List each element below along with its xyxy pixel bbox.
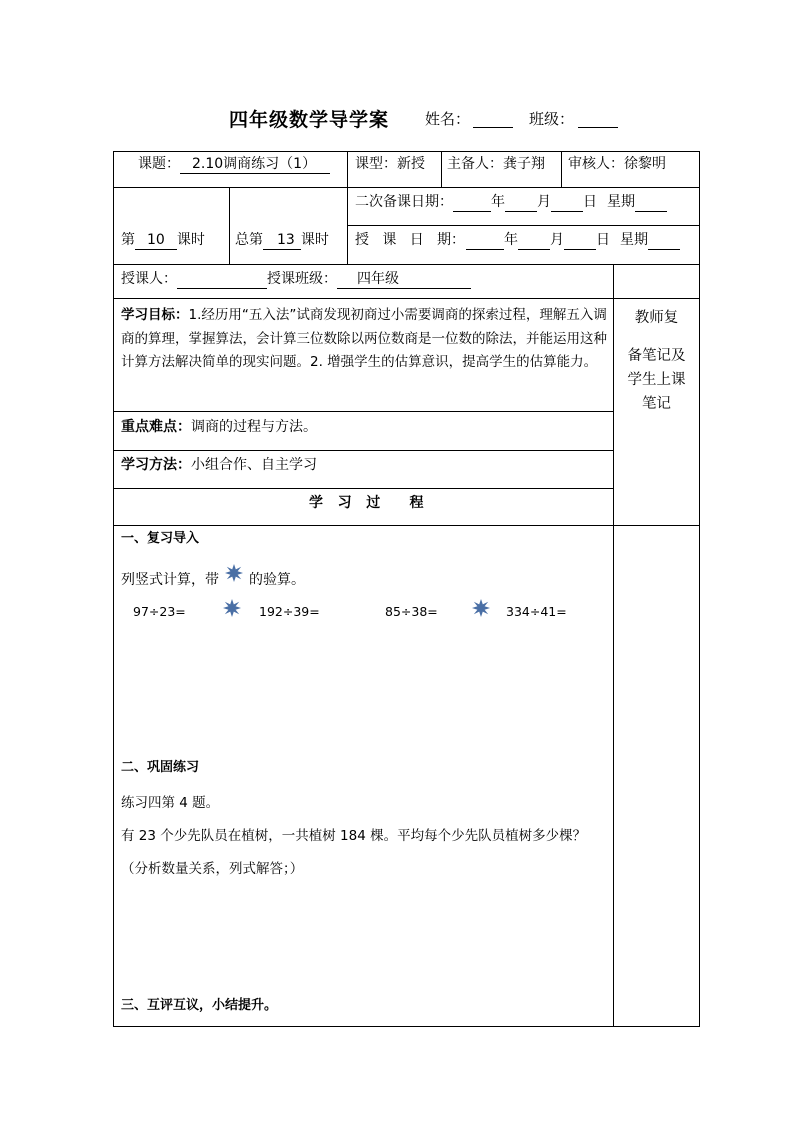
total-no-value: 13: [263, 231, 301, 250]
total-lesson-number: [235, 231, 329, 250]
process-title: 学 习 过 程: [309, 495, 424, 511]
problem-4: 334÷41=: [506, 604, 567, 619]
month-label: 月: [550, 232, 564, 248]
lesson-type: 课型：新授: [355, 156, 425, 172]
table-border-top: [113, 151, 700, 152]
year-blank[interactable]: [453, 193, 491, 212]
methods-text: 小组合作、自主学习: [191, 457, 317, 473]
teacher-label: 授课人：: [121, 271, 177, 287]
lesson-no-prefix: 第: [121, 232, 135, 248]
month-label: 月: [537, 194, 551, 210]
side-note-line: 教师复: [634, 310, 679, 326]
section2-question: 有 23 个少先队员在植树，一共植树 184 棵。平均每个少先队员植树多少棵？: [121, 828, 587, 844]
cell-divider: [229, 187, 230, 265]
class-label: 班级：: [529, 110, 575, 128]
instruction-before: 列竖式计算，带: [121, 572, 219, 588]
year-label: 年: [504, 232, 518, 248]
month-blank[interactable]: [505, 193, 537, 212]
year-label: 年: [491, 194, 505, 210]
weekday-blank[interactable]: [648, 231, 680, 250]
weekday-blank[interactable]: [635, 193, 667, 212]
teach-date: [355, 231, 680, 250]
star-icon: [472, 599, 490, 617]
objectives-label: 学习目标：: [121, 307, 189, 323]
teach-class-value: 四年级: [337, 270, 471, 289]
key-points: [121, 418, 317, 436]
instruction-after: 的验算。: [249, 572, 305, 588]
star-icon: [225, 564, 243, 582]
day-blank[interactable]: [551, 193, 583, 212]
weekday-label: 星期: [607, 194, 635, 210]
lesson-no-value: 10: [135, 231, 177, 250]
cell-divider: [441, 151, 442, 188]
row-divider: [113, 264, 700, 265]
table-border-right: [699, 151, 700, 1027]
row-divider: [113, 298, 700, 299]
cell-divider: [347, 187, 348, 265]
teach-class-label: 授课班级：: [267, 271, 337, 287]
name-label: 姓名：: [425, 110, 471, 128]
teacher-row: [121, 270, 471, 289]
second-prep-date: [355, 193, 667, 212]
side-note-line: 学生上课: [627, 372, 686, 388]
learning-methods: [121, 456, 317, 474]
topic-label: 课题：: [138, 156, 180, 172]
side-note-line: 笔记: [642, 396, 671, 412]
row-divider: [347, 225, 700, 226]
side-note-line: 备笔记及: [627, 348, 686, 364]
topic-value: 2.10调商练习（1）: [180, 155, 330, 174]
total-no-suffix: 课时: [300, 232, 329, 248]
section3-title: 三、互评互议，小结提升。: [121, 998, 278, 1013]
keypoints-text: 调商的过程与方法。: [191, 419, 317, 435]
row-divider: [113, 187, 700, 188]
class-blank[interactable]: [578, 127, 618, 128]
year-blank[interactable]: [466, 231, 504, 250]
name-blank[interactable]: [473, 127, 513, 128]
section2-hint: （分析数量关系，列式解答；）: [121, 861, 304, 877]
second-prep-label: 二次备课日期：: [355, 194, 453, 210]
row-divider: [113, 488, 613, 489]
objectives: [121, 304, 609, 375]
section1-title: 一、复习导入: [121, 531, 200, 546]
day-label: 日: [583, 194, 597, 210]
page-header: [0, 105, 794, 135]
methods-label: 学习方法：: [121, 457, 191, 473]
lesson-no-suffix: 课时: [176, 232, 205, 248]
section2-reference: 练习四第 4 题。: [121, 795, 220, 811]
total-no-prefix: 总第: [235, 232, 263, 248]
teacher-blank[interactable]: [177, 270, 267, 289]
table-border-left: [113, 151, 114, 1027]
problem-3: 85÷38=: [385, 604, 438, 619]
problem-1: 97÷23=: [133, 604, 186, 619]
row-divider: [113, 450, 613, 451]
weekday-label: 星期: [620, 232, 648, 248]
preparer: 主备人：龚子翔: [447, 156, 545, 172]
day-label: 日: [596, 232, 610, 248]
cell-divider: [561, 151, 562, 188]
objectives-text: 1.经历用“五入法”试商发现初商过小需要调商的探索过程，理解五入调商的算理，掌握算法，会计算三位数除以两位数商是一位数的除法，并能运用这种计算方法解决简单的现实问题。2. 增强学生的估算意识，提高学生的估算能力。: [121, 307, 607, 370]
reviewer: 审核人：徐黎明: [568, 156, 666, 172]
row-divider: [113, 525, 700, 526]
page-title: 四年级数学导学案: [229, 109, 390, 131]
table-border-bottom: [113, 1026, 700, 1027]
problem-2: 192÷39=: [259, 604, 320, 619]
cell-divider: [347, 151, 348, 188]
teach-date-label: 授 课 日 期：: [355, 232, 466, 248]
day-blank[interactable]: [564, 231, 596, 250]
side-note: [614, 306, 699, 416]
lesson-number: [121, 231, 205, 250]
row-divider: [113, 411, 613, 412]
topic-cell: [138, 155, 330, 174]
star-icon: [223, 599, 241, 617]
section2-title: 二、巩固练习: [121, 760, 200, 775]
section1-instruction: [121, 566, 305, 589]
keypoints-label: 重点难点：: [121, 419, 191, 435]
month-blank[interactable]: [518, 231, 550, 250]
